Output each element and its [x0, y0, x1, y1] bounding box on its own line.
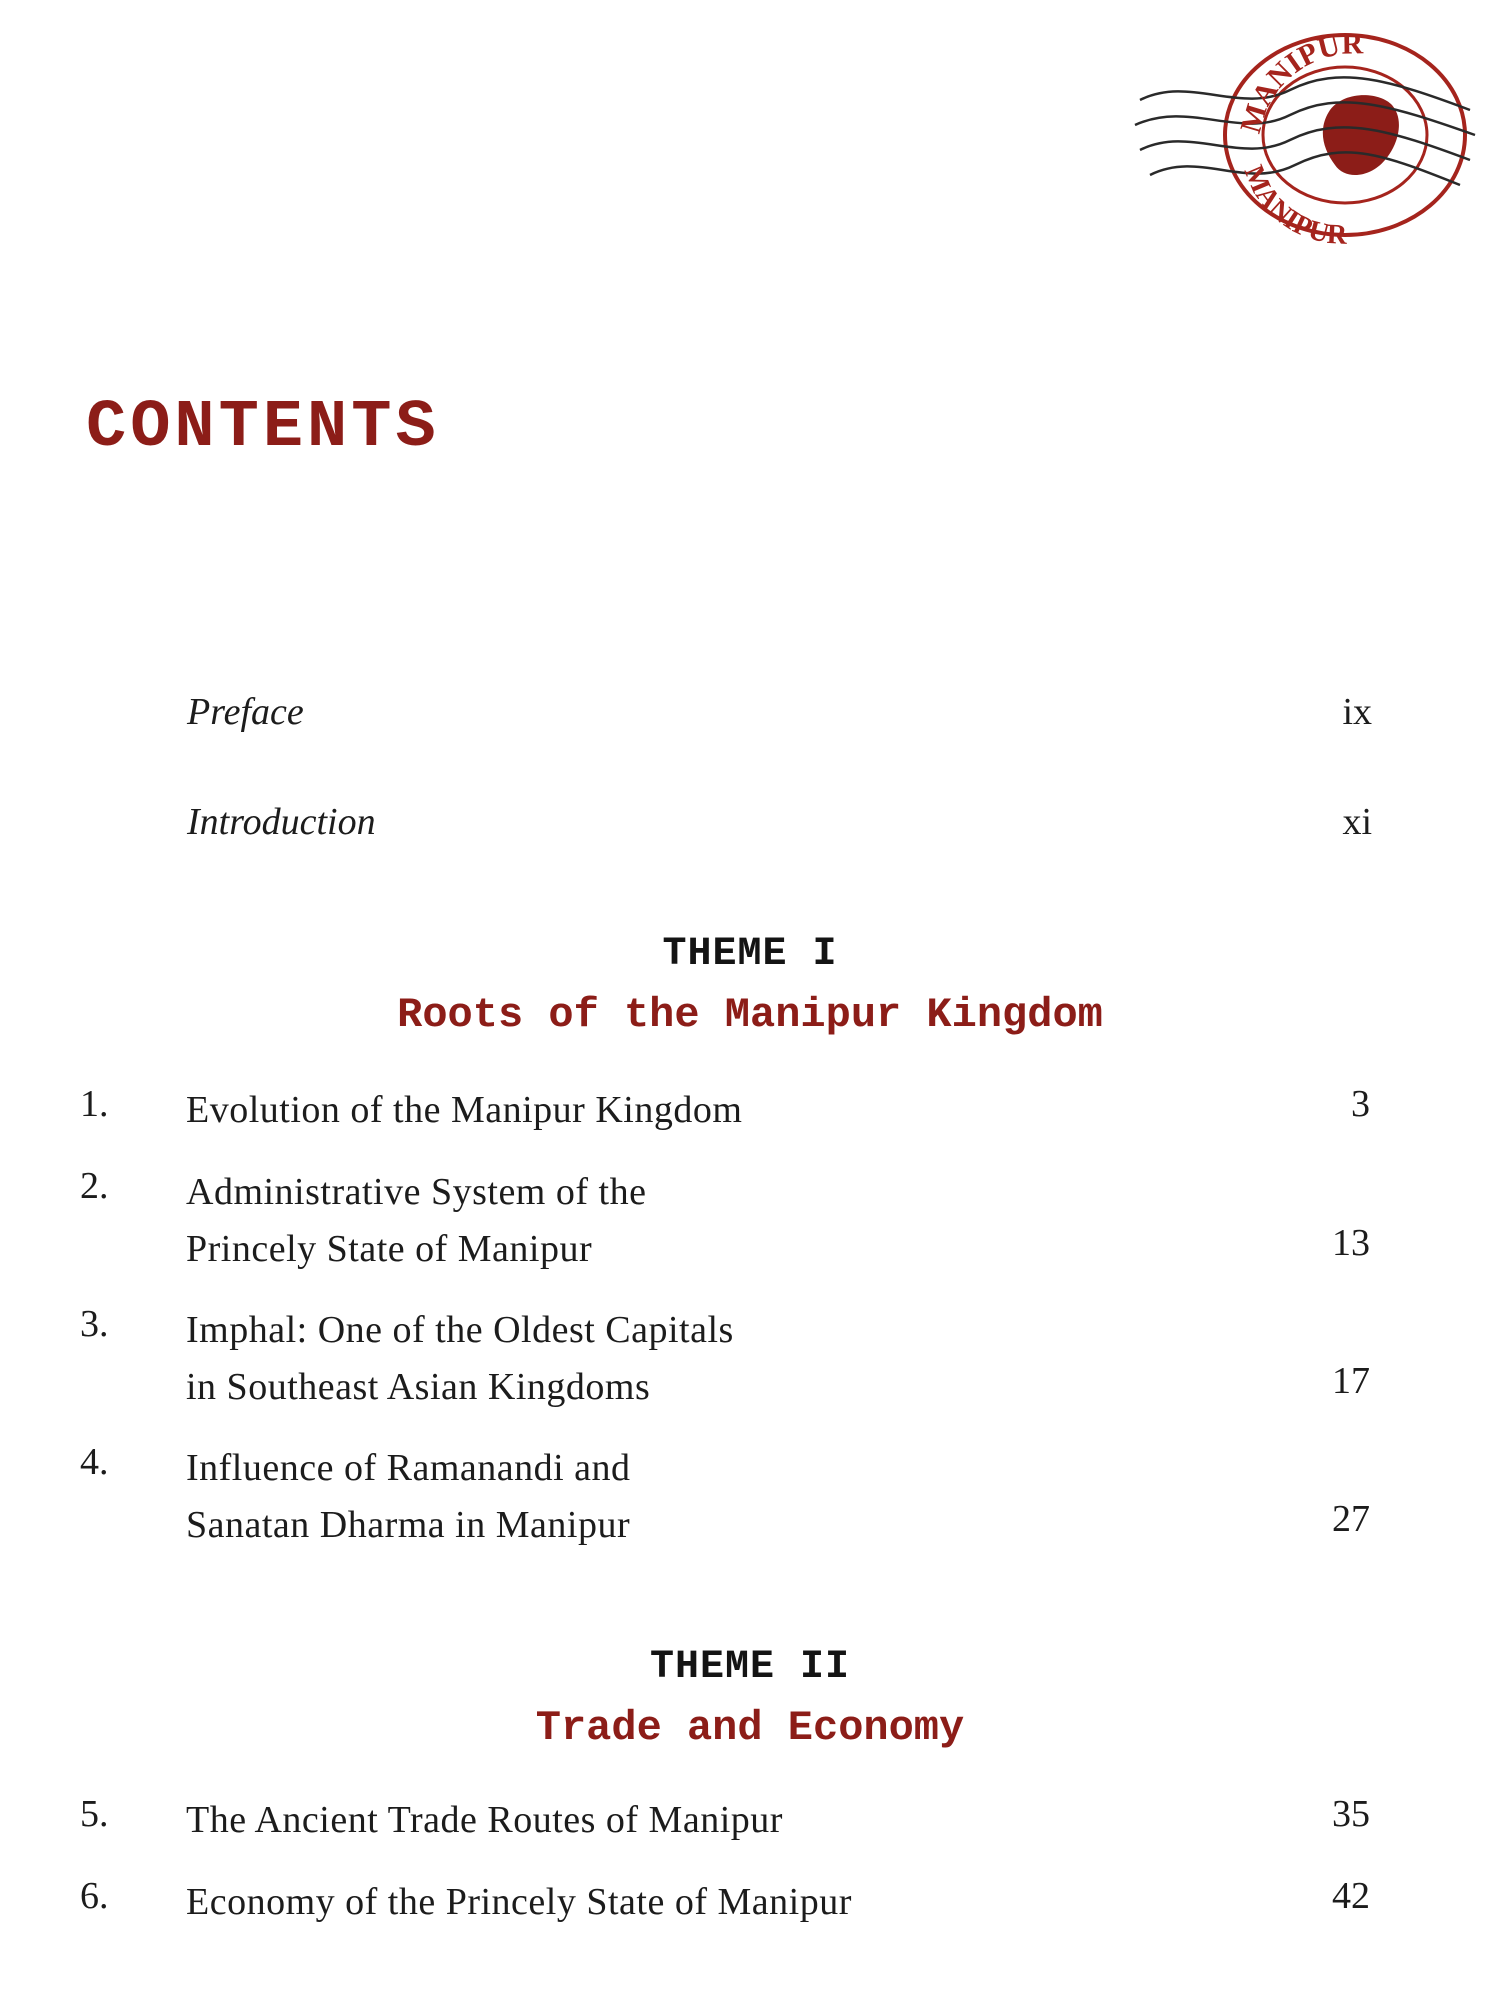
chapter-page: 27 [1332, 1498, 1370, 1540]
chapter-title-line: Evolution of the Manipur Kingdom [186, 1089, 743, 1131]
theme-heading [0, 932, 1500, 1039]
chapter-title-line: Influence of Ramanandi and [186, 1447, 631, 1489]
chapter-page: 35 [1332, 1793, 1370, 1835]
chapter-page: 17 [1332, 1360, 1370, 1402]
chapter-number: 6. [80, 1875, 109, 1917]
toc-chapter-3[interactable] [80, 1302, 1370, 1422]
theme-heading [0, 1645, 1500, 1752]
svg-text:MANIPUR [1238, 161, 1349, 250]
chapter-title [186, 1164, 646, 1278]
theme-title: Roots of the Manipur Kingdom [397, 991, 1103, 1039]
chapter-title-line: Imphal: One of the Oldest Capitals [186, 1309, 734, 1351]
chapter-number: 1. [80, 1083, 109, 1125]
chapter-title-line: Administrative System of the [186, 1171, 647, 1213]
theme-label: THEME I [662, 932, 838, 977]
toc-chapter-6[interactable] [80, 1874, 1370, 1934]
chapter-title-line: The Ancient Trade Routes of Manipur [186, 1799, 783, 1841]
chapter-page: 13 [1332, 1222, 1370, 1264]
toc-chapter-2[interactable] [80, 1164, 1370, 1284]
theme-title: Trade and Economy [535, 1704, 965, 1752]
toc-entry-page: ix [1342, 691, 1372, 733]
chapter-number: 3. [80, 1303, 109, 1345]
toc-entry-page: xi [1342, 801, 1372, 843]
chapter-number: 5. [80, 1793, 109, 1835]
chapter-title-line: Sanatan Dharma in Manipur [186, 1504, 631, 1546]
chapter-number: 2. [80, 1165, 109, 1207]
chapter-title [186, 1082, 742, 1139]
stamp-bottom-text: MANIPUR [1237, 160, 1348, 250]
toc-entry-preface[interactable] [187, 690, 1372, 750]
chapter-title [186, 1874, 852, 1931]
page-title: CONTENTS [86, 390, 440, 466]
theme-label: THEME II [649, 1645, 851, 1690]
toc-chapter-4[interactable] [80, 1440, 1370, 1560]
chapter-number: 4. [80, 1441, 109, 1483]
chapter-title-line: Economy of the Princely State of Manipur [186, 1881, 852, 1923]
postmark-stamp-icon [1130, 20, 1490, 250]
toc-entry-title: Introduction [187, 801, 376, 843]
toc-chapter-5[interactable] [80, 1792, 1370, 1852]
chapter-title [186, 1440, 631, 1554]
chapter-page: 3 [1351, 1083, 1370, 1125]
chapter-title [186, 1302, 734, 1416]
chapter-page: 42 [1332, 1875, 1370, 1917]
chapter-title [186, 1792, 783, 1849]
toc-entry-title: Preface [187, 691, 304, 733]
stamp-top-text: MANIPUR [1234, 27, 1364, 137]
chapter-title-line: in Southeast Asian Kingdoms [186, 1366, 651, 1408]
toc-entry-introduction[interactable] [187, 800, 1372, 860]
toc-chapter-1[interactable] [80, 1082, 1370, 1142]
chapter-title-line: Princely State of Manipur [186, 1228, 593, 1270]
